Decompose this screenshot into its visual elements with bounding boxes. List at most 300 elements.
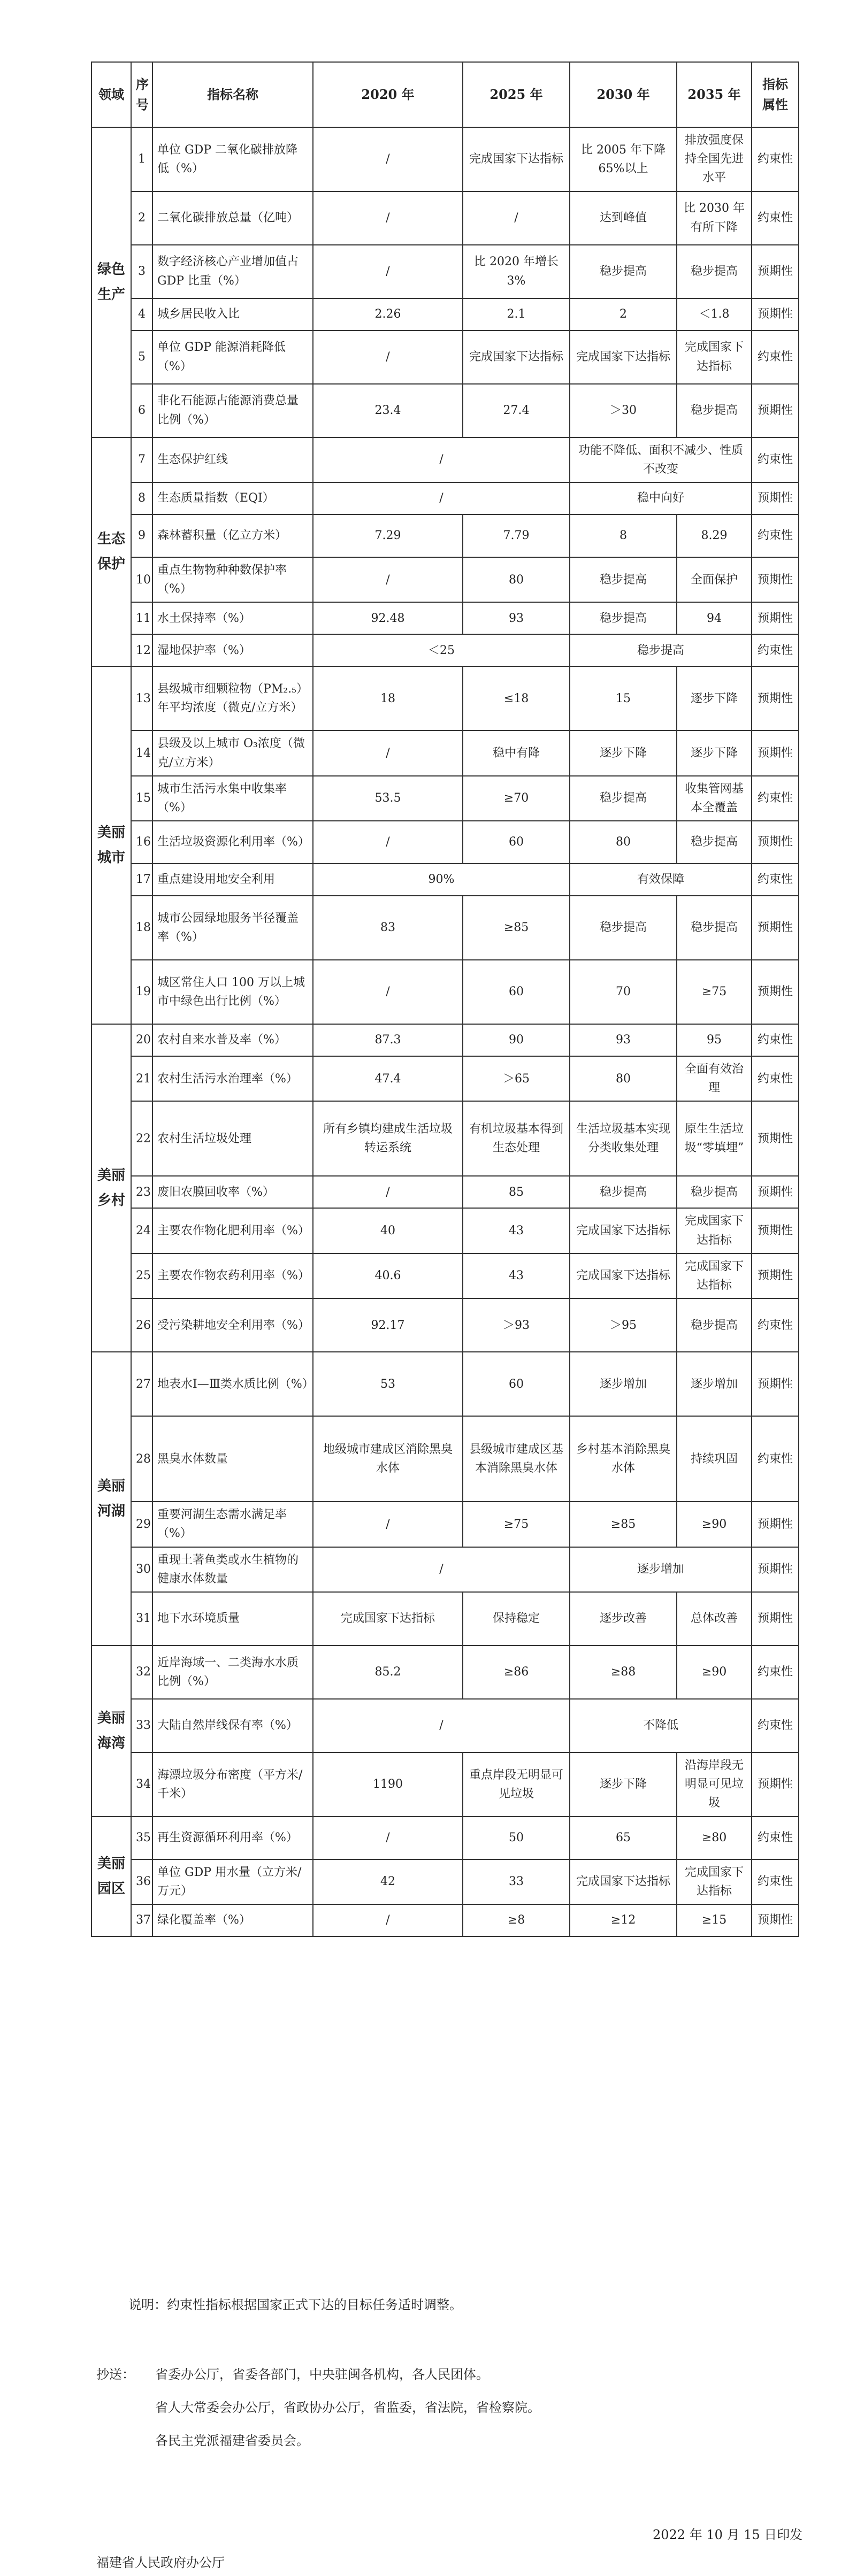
- cell-y2035: 8.29: [677, 514, 752, 557]
- table-row: [91, 330, 799, 384]
- cell-attr: 约束性: [752, 776, 799, 821]
- cell-no: 36: [131, 1859, 152, 1904]
- cell-y2025: ≤18: [463, 666, 570, 730]
- cell-y2020: /: [313, 1176, 463, 1208]
- cell-y2030: 生活垃圾基本实现分类收集处理: [570, 1101, 677, 1176]
- cell-y2025: 保持稳定: [463, 1592, 570, 1645]
- cell-y2030: 比 2005 年下降 65%以上: [570, 127, 677, 191]
- cell-y2035: ≥80: [677, 1817, 752, 1859]
- cell-y2025: ＞93: [463, 1298, 570, 1352]
- cell-attr: 约束性: [752, 191, 799, 245]
- cell-attr: 约束性: [752, 1699, 799, 1752]
- cell-y2025: 60: [463, 821, 570, 864]
- cell-y2030: 稳步提高: [570, 634, 752, 666]
- cell-no: 33: [131, 1699, 152, 1752]
- cell-y2035: 总体改善: [677, 1592, 752, 1645]
- cell-name: 水土保持率（%）: [152, 602, 313, 634]
- cell-y2030: 有效保障: [570, 864, 752, 896]
- cell-name: 城市生活污水集中收集率（%）: [152, 776, 313, 821]
- table-row: [91, 602, 799, 634]
- cell-y2035: 逐步下降: [677, 666, 752, 730]
- cell-no: 32: [131, 1645, 152, 1699]
- cell-y2020: /: [313, 1817, 463, 1859]
- cell-y2020: /: [313, 482, 570, 514]
- domain-cell: 生态保护: [91, 437, 131, 667]
- table-row: [91, 191, 799, 245]
- cell-attr: 预期性: [752, 1101, 799, 1176]
- cell-y2020: /: [313, 730, 463, 775]
- cell-y2025: 80: [463, 557, 570, 602]
- cell-y2020: ＜25: [313, 634, 570, 666]
- cell-y2020: 53.5: [313, 776, 463, 821]
- cell-no: 19: [131, 960, 152, 1024]
- table-row: [91, 896, 799, 960]
- cell-y2035: 稳步提高: [677, 1298, 752, 1352]
- cell-no: 16: [131, 821, 152, 864]
- cell-attr: 约束性: [752, 1416, 799, 1502]
- cell-no: 29: [131, 1502, 152, 1547]
- cell-no: 27: [131, 1352, 152, 1416]
- cell-y2035: 完成国家下达指标: [677, 1859, 752, 1904]
- cell-y2030: 稳步提高: [570, 245, 677, 298]
- cell-no: 17: [131, 864, 152, 896]
- cell-y2035: 排放强度保持全国先进水平: [677, 127, 752, 191]
- cell-y2025: 县级城市建成区基本消除黑臭水体: [463, 1416, 570, 1502]
- cell-y2030: ≥85: [570, 1502, 677, 1547]
- cell-name: 县级城市细颗粒物（PM₂.₅）年平均浓度（微克/立方米）: [152, 666, 313, 730]
- cell-y2035: 原生生活垃圾“零填埋”: [677, 1101, 752, 1176]
- cell-y2035: 稳步提高: [677, 821, 752, 864]
- cell-y2020: 地级城市建成区消除黑臭水体: [313, 1416, 463, 1502]
- table-row: [91, 1416, 799, 1502]
- cell-no: 31: [131, 1592, 152, 1645]
- cell-y2025: 60: [463, 1352, 570, 1416]
- cell-y2030: 逐步增加: [570, 1352, 677, 1416]
- cell-attr: 约束性: [752, 634, 799, 666]
- table-row: [91, 730, 799, 775]
- header-cell: 2025 年: [463, 62, 570, 127]
- cell-y2030: 稳步提高: [570, 1176, 677, 1208]
- cell-no: 22: [131, 1101, 152, 1176]
- cell-y2025: ＞65: [463, 1056, 570, 1101]
- header-cell: 序号: [131, 62, 152, 127]
- cell-no: 6: [131, 384, 152, 437]
- domain-cell: 美丽城市: [91, 666, 131, 1024]
- domain-cell: 美丽园区: [91, 1817, 131, 1936]
- cell-no: 7: [131, 437, 152, 482]
- cell-y2035: 完成国家下达指标: [677, 1208, 752, 1253]
- table-row: [91, 1352, 799, 1416]
- table-row: [91, 666, 799, 730]
- cell-name: 重点生物物种种数保护率（%）: [152, 557, 313, 602]
- cell-no: 4: [131, 298, 152, 330]
- domain-cell: 绿色生产: [91, 127, 131, 437]
- table-row: [91, 821, 799, 864]
- cell-no: 18: [131, 896, 152, 960]
- cell-y2035: ≥75: [677, 960, 752, 1024]
- table-row: [91, 245, 799, 298]
- cell-name: 单位 GDP 能源消耗降低（%）: [152, 330, 313, 384]
- cell-name: 重点建设用地安全利用: [152, 864, 313, 896]
- cell-name: 黑臭水体数量: [152, 1416, 313, 1502]
- cell-y2020: /: [313, 821, 463, 864]
- cell-y2025: 93: [463, 602, 570, 634]
- cell-y2020: 23.4: [313, 384, 463, 437]
- table-row: [91, 960, 799, 1024]
- cell-no: 2: [131, 191, 152, 245]
- cell-attr: 约束性: [752, 127, 799, 191]
- cell-attr: 预期性: [752, 245, 799, 298]
- cell-y2035: 全面有效治理: [677, 1056, 752, 1101]
- cell-y2020: 40.6: [313, 1254, 463, 1298]
- cell-y2020: /: [313, 191, 463, 245]
- cell-y2020: /: [313, 1699, 570, 1752]
- table-row: [91, 127, 799, 191]
- cc-line-2: 省人大常委会办公厅，省政协办公厅，省监委，省法院，省检察院。: [155, 2400, 540, 2415]
- cell-y2030: 逐步改善: [570, 1592, 677, 1645]
- cell-no: 24: [131, 1208, 152, 1253]
- cell-y2035: ≥90: [677, 1645, 752, 1699]
- table-row: [91, 384, 799, 437]
- cell-no: 12: [131, 634, 152, 666]
- cell-name: 主要农作物化肥利用率（%）: [152, 1208, 313, 1253]
- cell-y2025: 稳中有降: [463, 730, 570, 775]
- table-note: 说明：约束性指标根据国家正式下达的目标任务适时调整。: [128, 2297, 462, 2312]
- table-row: [91, 1254, 799, 1298]
- cell-y2035: 沿海岸段无明显可见垃圾: [677, 1752, 752, 1817]
- cell-y2030: 功能不降低、面积不减少、性质不改变: [570, 437, 752, 482]
- cell-y2030: 15: [570, 666, 677, 730]
- cell-attr: 预期性: [752, 1176, 799, 1208]
- cell-y2025: 重点岸段无明显可见垃圾: [463, 1752, 570, 1817]
- cell-y2020: 87.3: [313, 1024, 463, 1056]
- cell-no: 30: [131, 1547, 152, 1592]
- cell-y2035: ≥90: [677, 1502, 752, 1547]
- cell-y2020: /: [313, 437, 570, 482]
- cell-y2025: 有机垃圾基本得到生态处理: [463, 1101, 570, 1176]
- cell-no: 21: [131, 1056, 152, 1101]
- cell-name: 海漂垃圾分布密度（平方米/千米）: [152, 1752, 313, 1817]
- cell-y2020: /: [313, 1547, 570, 1592]
- cell-y2020: 83: [313, 896, 463, 960]
- cell-name: 生活垃圾资源化利用率（%）: [152, 821, 313, 864]
- cell-name: 地下水环境质量: [152, 1592, 313, 1645]
- cell-no: 35: [131, 1817, 152, 1859]
- cell-y2020: /: [313, 557, 463, 602]
- cell-y2020: 完成国家下达指标: [313, 1592, 463, 1645]
- cell-attr: 预期性: [752, 960, 799, 1024]
- cell-attr: 约束性: [752, 1645, 799, 1699]
- cell-name: 地表水Ⅰ—Ⅲ类水质比例（%）: [152, 1352, 313, 1416]
- table-row: [91, 1101, 799, 1176]
- table-row: [91, 1176, 799, 1208]
- cell-y2020: /: [313, 127, 463, 191]
- cell-attr: 预期性: [752, 1254, 799, 1298]
- cell-y2030: 完成国家下达指标: [570, 1254, 677, 1298]
- cell-y2035: 逐步增加: [677, 1352, 752, 1416]
- domain-cell: 美丽乡村: [91, 1024, 131, 1352]
- cell-no: 3: [131, 245, 152, 298]
- cell-attr: 约束性: [752, 1298, 799, 1352]
- cell-no: 14: [131, 730, 152, 775]
- cell-attr: 约束性: [752, 1024, 799, 1056]
- cell-name: 二氧化碳排放总量（亿吨）: [152, 191, 313, 245]
- cell-name: 城区常住人口 100 万以上城市中绿色出行比例（%）: [152, 960, 313, 1024]
- cell-y2025: 完成国家下达指标: [463, 127, 570, 191]
- table-row: [91, 1645, 799, 1699]
- cell-y2030: 不降低: [570, 1699, 752, 1752]
- cell-y2030: 70: [570, 960, 677, 1024]
- cell-attr: 约束性: [752, 864, 799, 896]
- cell-attr: 预期性: [752, 1352, 799, 1416]
- cell-y2025: 43: [463, 1208, 570, 1253]
- cell-y2025: 2.1: [463, 298, 570, 330]
- issue-date: 2022 年 10 月 15 日印发: [653, 2527, 803, 2542]
- table-body: [91, 127, 799, 1936]
- table-row: [91, 1699, 799, 1752]
- table-row: [91, 1208, 799, 1253]
- cell-attr: 预期性: [752, 602, 799, 634]
- cell-y2035: 完成国家下达指标: [677, 1254, 752, 1298]
- cell-y2020: 42: [313, 1859, 463, 1904]
- cell-no: 15: [131, 776, 152, 821]
- cell-y2020: 40: [313, 1208, 463, 1253]
- cell-y2020: /: [313, 1502, 463, 1547]
- table-row: [91, 514, 799, 557]
- cell-attr: 预期性: [752, 384, 799, 437]
- table-row: [91, 482, 799, 514]
- cell-no: 8: [131, 482, 152, 514]
- cell-name: 近岸海域一、二类海水水质比例（%）: [152, 1645, 313, 1699]
- cell-y2030: 2: [570, 298, 677, 330]
- cell-no: 26: [131, 1298, 152, 1352]
- cell-attr: 约束性: [752, 1859, 799, 1904]
- cell-y2035: 稳步提高: [677, 384, 752, 437]
- cell-no: 23: [131, 1176, 152, 1208]
- header-cell: 指标名称: [152, 62, 313, 127]
- cell-y2035: 稳步提高: [677, 1176, 752, 1208]
- cell-name: 森林蓄积量（亿立方米）: [152, 514, 313, 557]
- cell-y2025: ≥75: [463, 1502, 570, 1547]
- cell-attr: 预期性: [752, 1547, 799, 1592]
- table-row: [91, 1904, 799, 1936]
- cell-y2020: /: [313, 1904, 463, 1936]
- cell-name: 农村自来水普及率（%）: [152, 1024, 313, 1056]
- cell-y2030: 93: [570, 1024, 677, 1056]
- table-row: [91, 634, 799, 666]
- cell-no: 34: [131, 1752, 152, 1817]
- cell-y2030: 80: [570, 1056, 677, 1101]
- cell-y2025: /: [463, 191, 570, 245]
- cell-y2020: 53: [313, 1352, 463, 1416]
- cell-name: 城市公园绿地服务半径覆盖率（%）: [152, 896, 313, 960]
- cell-y2025: ≥8: [463, 1904, 570, 1936]
- cell-no: 10: [131, 557, 152, 602]
- cell-y2025: 比 2020 年增长 3%: [463, 245, 570, 298]
- table-row: [91, 1752, 799, 1817]
- cc-label: 抄送：: [96, 2367, 135, 2382]
- cell-y2030: 逐步增加: [570, 1547, 752, 1592]
- table-row: [91, 864, 799, 896]
- cell-attr: 预期性: [752, 666, 799, 730]
- cell-attr: 预期性: [752, 821, 799, 864]
- cell-y2020: 92.17: [313, 1298, 463, 1352]
- cell-y2020: /: [313, 960, 463, 1024]
- header-cell: 领域: [91, 62, 131, 127]
- cell-name: 绿化覆盖率（%）: [152, 1904, 313, 1936]
- cell-no: 25: [131, 1254, 152, 1298]
- cell-name: 再生资源循环利用率（%）: [152, 1817, 313, 1859]
- cell-y2030: 逐步下降: [570, 730, 677, 775]
- cell-y2025: 60: [463, 960, 570, 1024]
- cell-y2035: 95: [677, 1024, 752, 1056]
- cell-y2025: 50: [463, 1817, 570, 1859]
- cell-y2030: 完成国家下达指标: [570, 330, 677, 384]
- cell-attr: 预期性: [752, 298, 799, 330]
- cell-attr: 约束性: [752, 1056, 799, 1101]
- table-row: [91, 776, 799, 821]
- cell-y2025: 85: [463, 1176, 570, 1208]
- cell-y2030: ≥12: [570, 1904, 677, 1936]
- cell-no: 9: [131, 514, 152, 557]
- cell-y2030: 80: [570, 821, 677, 864]
- table-header-row: [91, 62, 799, 127]
- cell-attr: 预期性: [752, 1752, 799, 1817]
- cell-name: 数字经济核心产业增加值占 GDP 比重（%）: [152, 245, 313, 298]
- cell-y2030: ≥88: [570, 1645, 677, 1699]
- cell-no: 37: [131, 1904, 152, 1936]
- cell-y2030: 稳步提高: [570, 602, 677, 634]
- cell-attr: 预期性: [752, 1904, 799, 1936]
- cell-y2030: 稳步提高: [570, 557, 677, 602]
- cell-attr: 预期性: [752, 1502, 799, 1547]
- cell-y2030: ＞95: [570, 1298, 677, 1352]
- cell-y2035: ≥15: [677, 1904, 752, 1936]
- cell-name: 非化石能源占能源消费总量比例（%）: [152, 384, 313, 437]
- cell-y2020: 92.48: [313, 602, 463, 634]
- header-cell: 2035 年: [677, 62, 752, 127]
- cell-attr: 约束性: [752, 1817, 799, 1859]
- cell-y2035: 完成国家下达指标: [677, 330, 752, 384]
- cell-y2025: 43: [463, 1254, 570, 1298]
- table-row: [91, 1024, 799, 1056]
- cell-y2030: 8: [570, 514, 677, 557]
- cell-y2020: 1190: [313, 1752, 463, 1817]
- cell-name: 农村生活垃圾处理: [152, 1101, 313, 1176]
- cell-y2035: 持续巩固: [677, 1416, 752, 1502]
- cell-y2035: 94: [677, 602, 752, 634]
- cell-y2020: /: [313, 245, 463, 298]
- cell-y2025: ≥70: [463, 776, 570, 821]
- cell-name: 大陆自然岸线保有率（%）: [152, 1699, 313, 1752]
- cell-y2035: 全面保护: [677, 557, 752, 602]
- cc-line-3: 各民主党派福建省委员会。: [155, 2433, 309, 2448]
- cell-y2020: 所有乡镇均建成生活垃圾转运系统: [313, 1101, 463, 1176]
- cell-y2030: 达到峰值: [570, 191, 677, 245]
- cell-y2035: 比 2030 年有所下降: [677, 191, 752, 245]
- cell-no: 11: [131, 602, 152, 634]
- table-row: [91, 1817, 799, 1859]
- cell-name: 主要农作物农药利用率（%）: [152, 1254, 313, 1298]
- table-row: [91, 298, 799, 330]
- cell-y2020: 18: [313, 666, 463, 730]
- cell-name: 生态质量指数（EQI）: [152, 482, 313, 514]
- cell-name: 废旧农膜回收率（%）: [152, 1176, 313, 1208]
- cell-attr: 约束性: [752, 437, 799, 482]
- cell-y2030: 逐步下降: [570, 1752, 677, 1817]
- cell-y2030: 稳中向好: [570, 482, 752, 514]
- cell-y2030: 稳步提高: [570, 776, 677, 821]
- cell-no: 28: [131, 1416, 152, 1502]
- domain-cell: 美丽河湖: [91, 1352, 131, 1645]
- cell-y2035: 收集管网基本全覆盖: [677, 776, 752, 821]
- indicator-table: [91, 61, 799, 1937]
- table-row: [91, 437, 799, 482]
- table-row: [91, 1859, 799, 1904]
- cell-y2025: 7.79: [463, 514, 570, 557]
- cell-y2020: 7.29: [313, 514, 463, 557]
- cell-y2030: 完成国家下达指标: [570, 1859, 677, 1904]
- cell-y2020: 47.4: [313, 1056, 463, 1101]
- table-row: [91, 1298, 799, 1352]
- cell-attr: 约束性: [752, 514, 799, 557]
- cell-no: 13: [131, 666, 152, 730]
- cell-y2020: 2.26: [313, 298, 463, 330]
- cell-y2035: 逐步下降: [677, 730, 752, 775]
- indicator-table-container: [91, 61, 793, 1937]
- cell-name: 生态保护红线: [152, 437, 313, 482]
- cell-attr: 预期性: [752, 896, 799, 960]
- issuer: 福建省人民政府办公厅: [96, 2555, 225, 2570]
- cell-y2020: /: [313, 330, 463, 384]
- cell-attr: 预期性: [752, 482, 799, 514]
- cell-attr: 约束性: [752, 330, 799, 384]
- cell-y2025: 90: [463, 1024, 570, 1056]
- cell-y2030: 65: [570, 1817, 677, 1859]
- cell-name: 受污染耕地安全利用率（%）: [152, 1298, 313, 1352]
- cell-attr: 预期性: [752, 557, 799, 602]
- cell-attr: 预期性: [752, 730, 799, 775]
- cell-name: 农村生活污水治理率（%）: [152, 1056, 313, 1101]
- cell-y2030: 乡村基本消除黑臭水体: [570, 1416, 677, 1502]
- cell-name: 重现土著鱼类或水生植物的健康水体数量: [152, 1547, 313, 1592]
- cell-attr: 预期性: [752, 1208, 799, 1253]
- cell-y2030: 完成国家下达指标: [570, 1208, 677, 1253]
- domain-cell: 美丽海湾: [91, 1645, 131, 1817]
- cell-y2030: 稳步提高: [570, 896, 677, 960]
- cell-y2025: 33: [463, 1859, 570, 1904]
- cell-name: 县级及以上城市 O₃浓度（微克/立方米）: [152, 730, 313, 775]
- table-row: [91, 1547, 799, 1592]
- cell-y2030: ＞30: [570, 384, 677, 437]
- cell-y2035: 稳步提高: [677, 245, 752, 298]
- cell-name: 单位 GDP 二氧化碳排放降低（%）: [152, 127, 313, 191]
- cell-y2025: 27.4: [463, 384, 570, 437]
- table-row: [91, 1056, 799, 1101]
- cell-name: 单位 GDP 用水量（立方米/万元）: [152, 1859, 313, 1904]
- cell-y2025: 完成国家下达指标: [463, 330, 570, 384]
- cell-y2020: 85.2: [313, 1645, 463, 1699]
- cell-no: 20: [131, 1024, 152, 1056]
- cell-no: 1: [131, 127, 152, 191]
- cell-y2035: 稳步提高: [677, 896, 752, 960]
- cell-y2025: ≥86: [463, 1645, 570, 1699]
- table-row: [91, 1592, 799, 1645]
- cell-name: 重要河湖生态需水满足率（%）: [152, 1502, 313, 1547]
- cell-no: 5: [131, 330, 152, 384]
- cell-name: 城乡居民收入比: [152, 298, 313, 330]
- header-cell: 指标属性: [752, 62, 799, 127]
